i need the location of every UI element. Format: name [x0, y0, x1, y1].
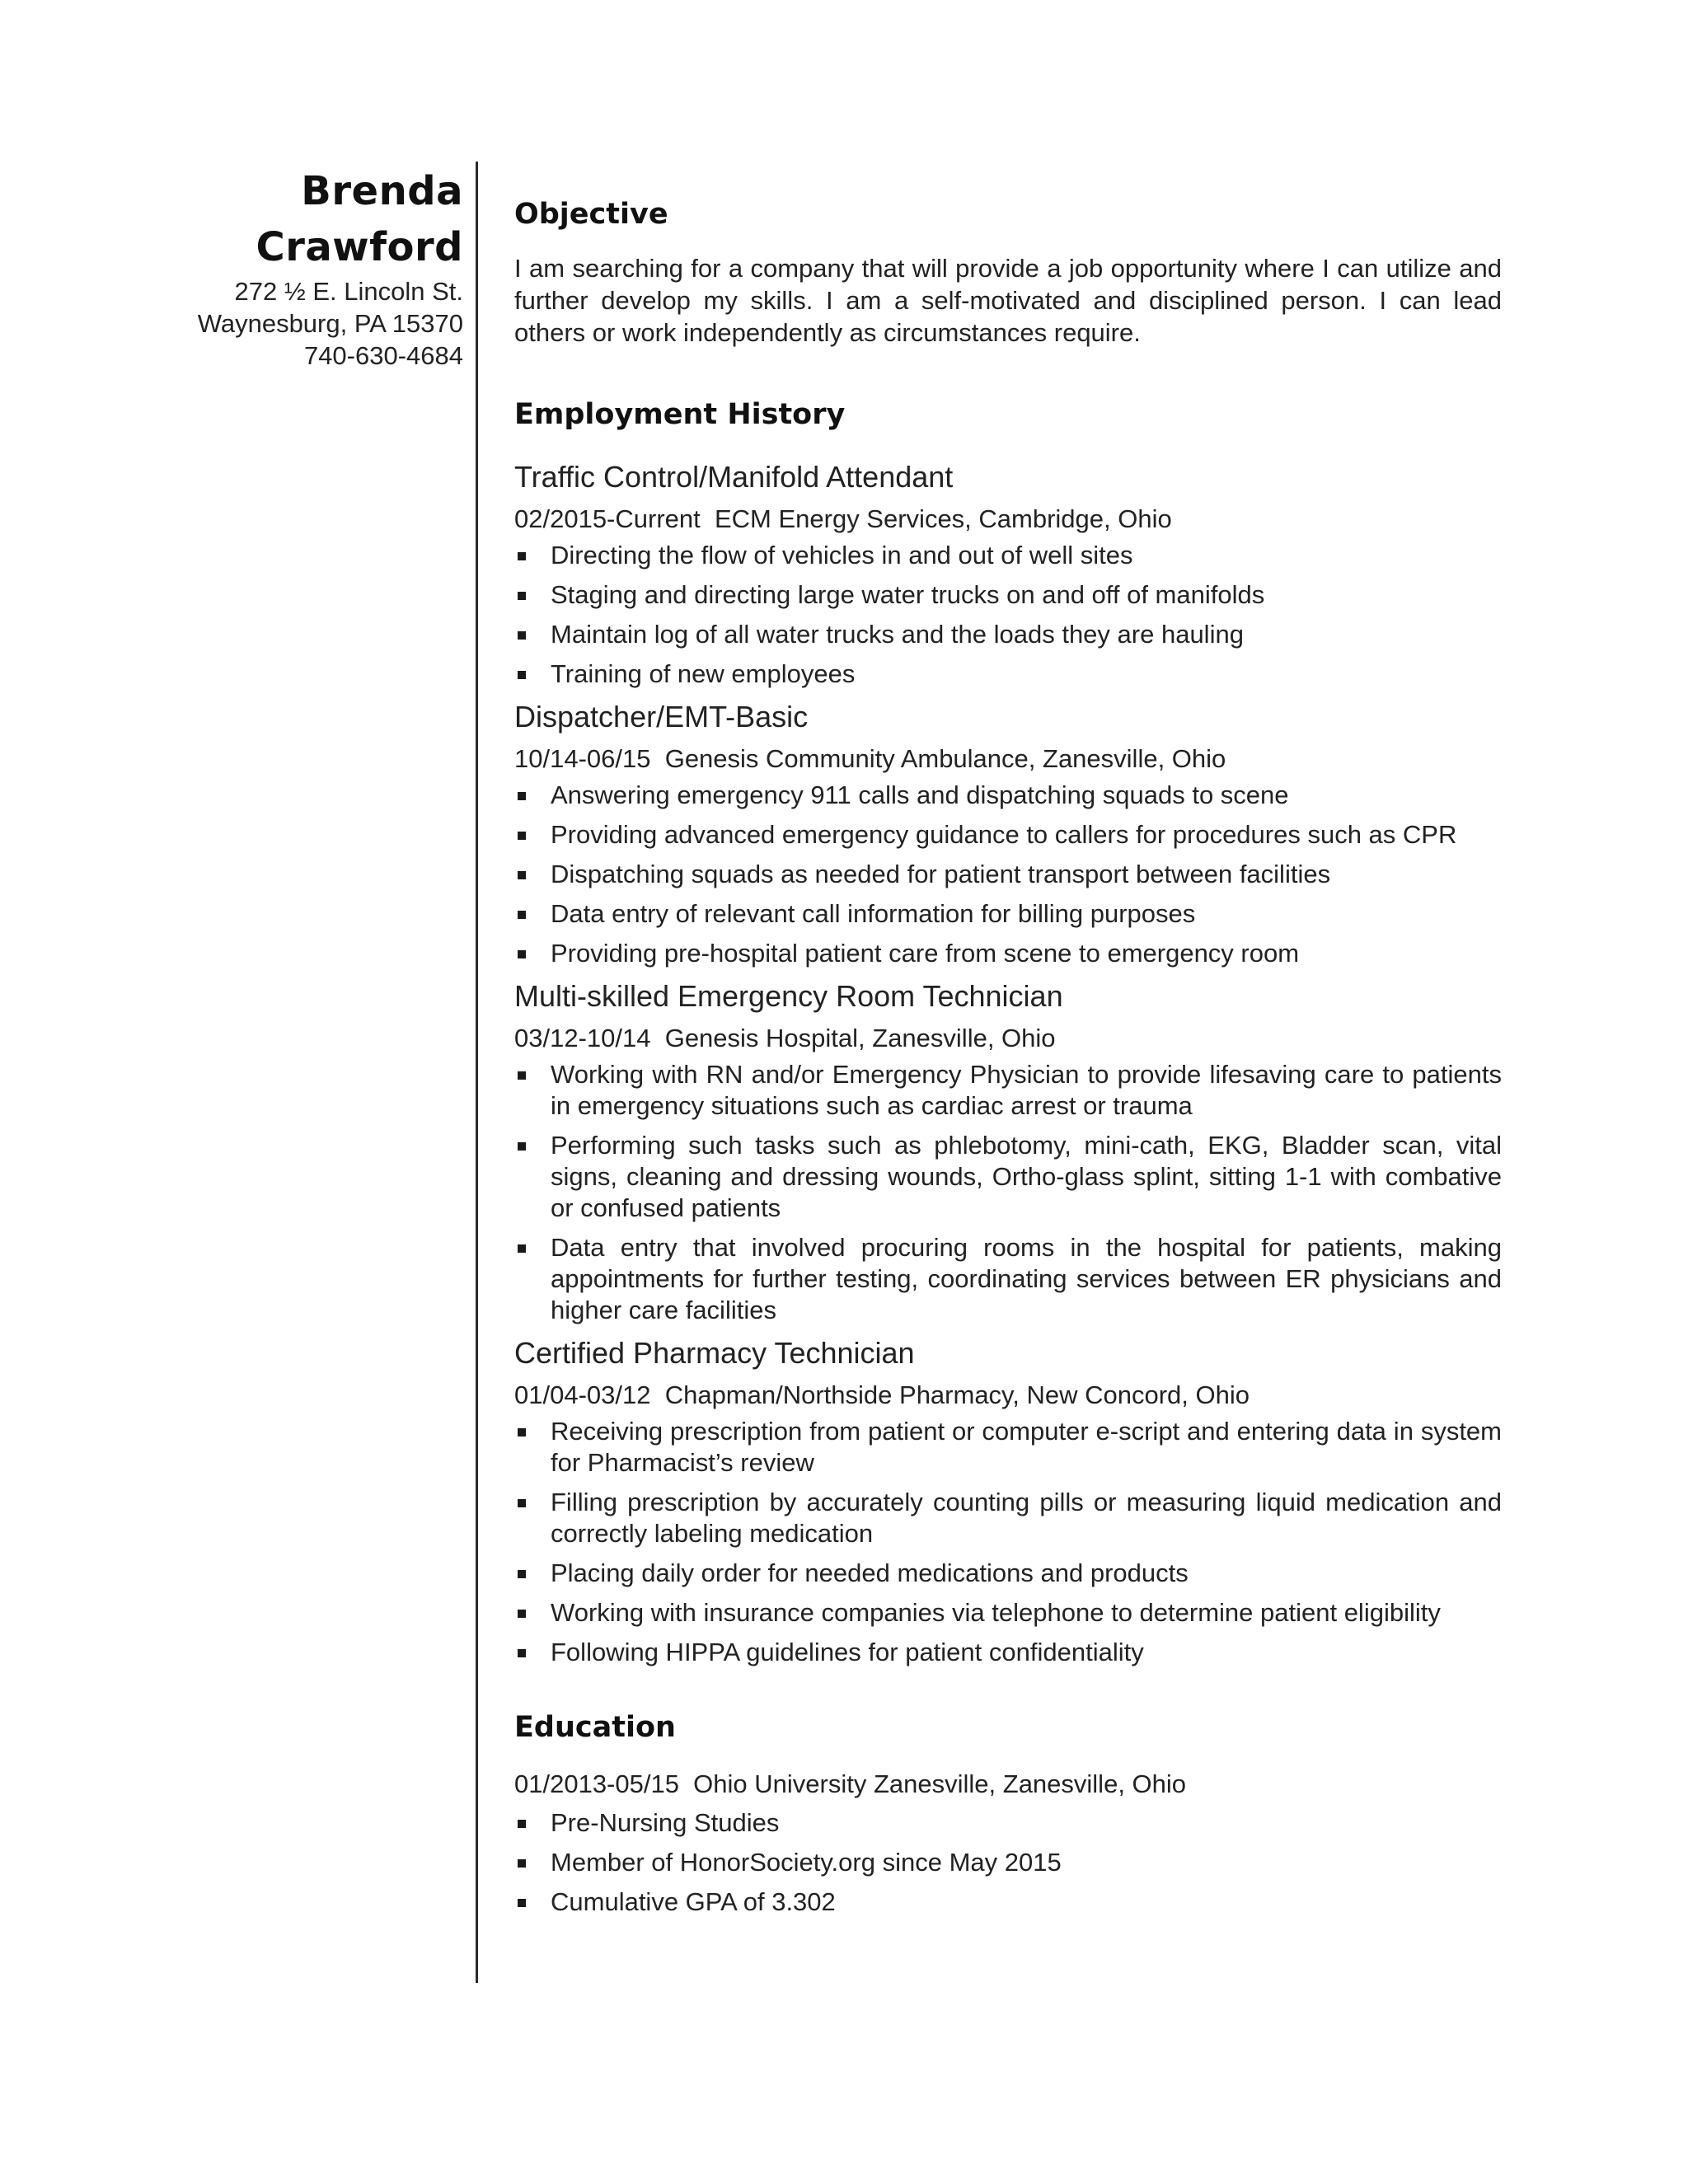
bullet-square-icon — [518, 1244, 526, 1253]
contact-sidebar — [124, 163, 463, 372]
job-entry — [514, 977, 1502, 1326]
address-line-2: Waynesburg, PA 15370 — [197, 309, 463, 338]
duty-text: Following HIPPA guidelines for patient confidentiality — [551, 1638, 1144, 1666]
bullet-square-icon — [518, 552, 526, 560]
job-dates-employer: 01/04-03/12 Chapman/Northside Pharmacy, New Concord, Ohio — [514, 1380, 1250, 1409]
job-title: Certified Pharmacy Technician — [514, 1336, 915, 1370]
first-name: Brenda — [301, 168, 463, 214]
duty-text: Dispatching squads as needed for patient transport between facilities — [551, 860, 1331, 888]
bullet-square-icon — [518, 1499, 526, 1507]
list-item — [514, 1637, 1502, 1668]
job-dates-employer: 10/14-06/15 Genesis Community Ambulance, Zanesville, Ohio — [514, 744, 1226, 773]
bullet-square-icon — [518, 1610, 526, 1618]
job-entry — [514, 698, 1502, 969]
education-dates-school: 01/2013-05/15 Ohio University Zanesville, Zanesville, Ohio — [514, 1769, 1187, 1798]
job-title: Traffic Control/Manifold Attendant — [514, 460, 954, 494]
duty-text: Directing the flow of vehicles in and out of well sites — [551, 541, 1133, 569]
job-duties-list — [514, 780, 1502, 969]
list-item — [514, 658, 1502, 690]
list-item — [514, 1807, 1502, 1839]
job-title: Dispatcher/EMT-Basic — [514, 700, 809, 733]
bullet-square-icon — [518, 592, 526, 600]
list-item — [514, 859, 1502, 890]
list-item — [514, 1487, 1502, 1549]
duty-text: Receiving prescription from patient or computer e-script and entering data in system for Pharmacist’s review — [551, 1417, 1502, 1477]
bullet-square-icon — [518, 1859, 526, 1868]
bullet-square-icon — [518, 911, 526, 919]
vertical-divider — [476, 162, 478, 1983]
bullet-square-icon — [518, 1071, 526, 1080]
employment-heading: Employment History — [514, 398, 846, 431]
education-item-text: Member of HonorSociety.org since May 2015 — [551, 1848, 1062, 1877]
job-title: Multi-skilled Emergency Room Technician — [514, 979, 1063, 1013]
duty-text: Maintain log of all water trucks and the loads they are hauling — [551, 620, 1244, 649]
list-item — [514, 1232, 1502, 1326]
bullet-square-icon — [518, 950, 526, 958]
bullet-square-icon — [518, 1428, 526, 1436]
duty-text: Providing advanced emergency guidance to callers for procedures such as CPR — [551, 820, 1457, 849]
list-item — [514, 1130, 1502, 1224]
duty-text: Filling prescription by accurately counting pills or measuring liquid medication and correctly labeling medication — [551, 1488, 1502, 1548]
bullet-square-icon — [518, 631, 526, 640]
objective-text: I am searching for a company that will provide a job opportunity where I can utilize and further develop my skills. I am a self-motivated and disciplined person. I can lead others or work independently as circumstances require. — [514, 254, 1502, 347]
education-section — [514, 1708, 1502, 1918]
last-name: Crawford — [256, 224, 463, 270]
list-item — [514, 819, 1502, 851]
list-item — [514, 780, 1502, 811]
education-item-text: Pre-Nursing Studies — [551, 1808, 780, 1837]
objective-section — [514, 194, 1502, 349]
bullet-square-icon — [518, 1820, 526, 1828]
education-item-text: Cumulative GPA of 3.302 — [551, 1887, 836, 1916]
phone-number: 740-630-4684 — [303, 341, 463, 370]
bullet-square-icon — [518, 792, 526, 800]
objective-heading: Objective — [514, 198, 668, 231]
bullet-square-icon — [518, 1570, 526, 1578]
list-item — [514, 540, 1502, 571]
bullet-square-icon — [518, 871, 526, 879]
job-dates-employer: 02/2015-Current ECM Energy Services, Cambridge, Ohio — [514, 504, 1172, 533]
duty-text: Training of new employees — [551, 659, 856, 688]
job-entry — [514, 1334, 1502, 1668]
list-item — [514, 1597, 1502, 1629]
duty-text: Data entry that involved procuring rooms in the hospital for patients, making appointments for further testing, coordinating services between ER physicians and higher care facilities — [551, 1233, 1502, 1324]
duty-text: Working with RN and/or Emergency Physician to provide lifesaving care to patients in emergency situations such as cardiac arrest or trauma — [551, 1060, 1502, 1120]
education-heading: Education — [514, 1711, 676, 1744]
list-item — [514, 619, 1502, 650]
duty-text: Placing daily order for needed medications and products — [551, 1558, 1189, 1587]
duty-text: Data entry of relevant call information for billing purposes — [551, 899, 1196, 928]
contact-info — [124, 275, 463, 372]
job-duties-list — [514, 540, 1502, 690]
bullet-square-icon — [518, 671, 526, 679]
job-duties-list — [514, 1059, 1502, 1326]
bullet-square-icon — [518, 1142, 526, 1151]
list-item — [514, 1059, 1502, 1122]
list-item — [514, 1886, 1502, 1918]
bullet-square-icon — [518, 832, 526, 840]
list-item — [514, 898, 1502, 930]
job-duties-list — [514, 1416, 1502, 1668]
job-entry — [514, 458, 1502, 690]
list-item — [514, 1416, 1502, 1479]
address-line-1: 272 ½ E. Lincoln St. — [234, 277, 463, 306]
job-dates-employer: 03/12-10/14 Genesis Hospital, Zanesville, Ohio — [514, 1024, 1056, 1052]
duty-text: Performing such tasks such as phlebotomy, mini-cath, EKG, Bladder scan, vital signs, cleaning and dressing wounds, Ortho-glass splint, sitting 1-1 with combative or confused patients — [551, 1131, 1502, 1222]
employment-section — [514, 395, 1502, 1668]
list-item — [514, 1558, 1502, 1589]
duty-text: Providing pre-hospital patient care from scene to emergency room — [551, 939, 1300, 968]
duty-text: Answering emergency 911 calls and dispatching squads to scene — [551, 780, 1289, 809]
list-item — [514, 1847, 1502, 1878]
duty-text: Staging and directing large water trucks on and off of manifolds — [551, 580, 1265, 609]
list-item — [514, 938, 1502, 969]
list-item — [514, 579, 1502, 611]
resume-body — [514, 194, 1502, 1926]
bullet-square-icon — [518, 1899, 526, 1907]
bullet-square-icon — [518, 1649, 526, 1657]
duty-text: Working with insurance companies via telephone to determine patient eligibility — [551, 1598, 1441, 1627]
education-list — [514, 1807, 1502, 1918]
